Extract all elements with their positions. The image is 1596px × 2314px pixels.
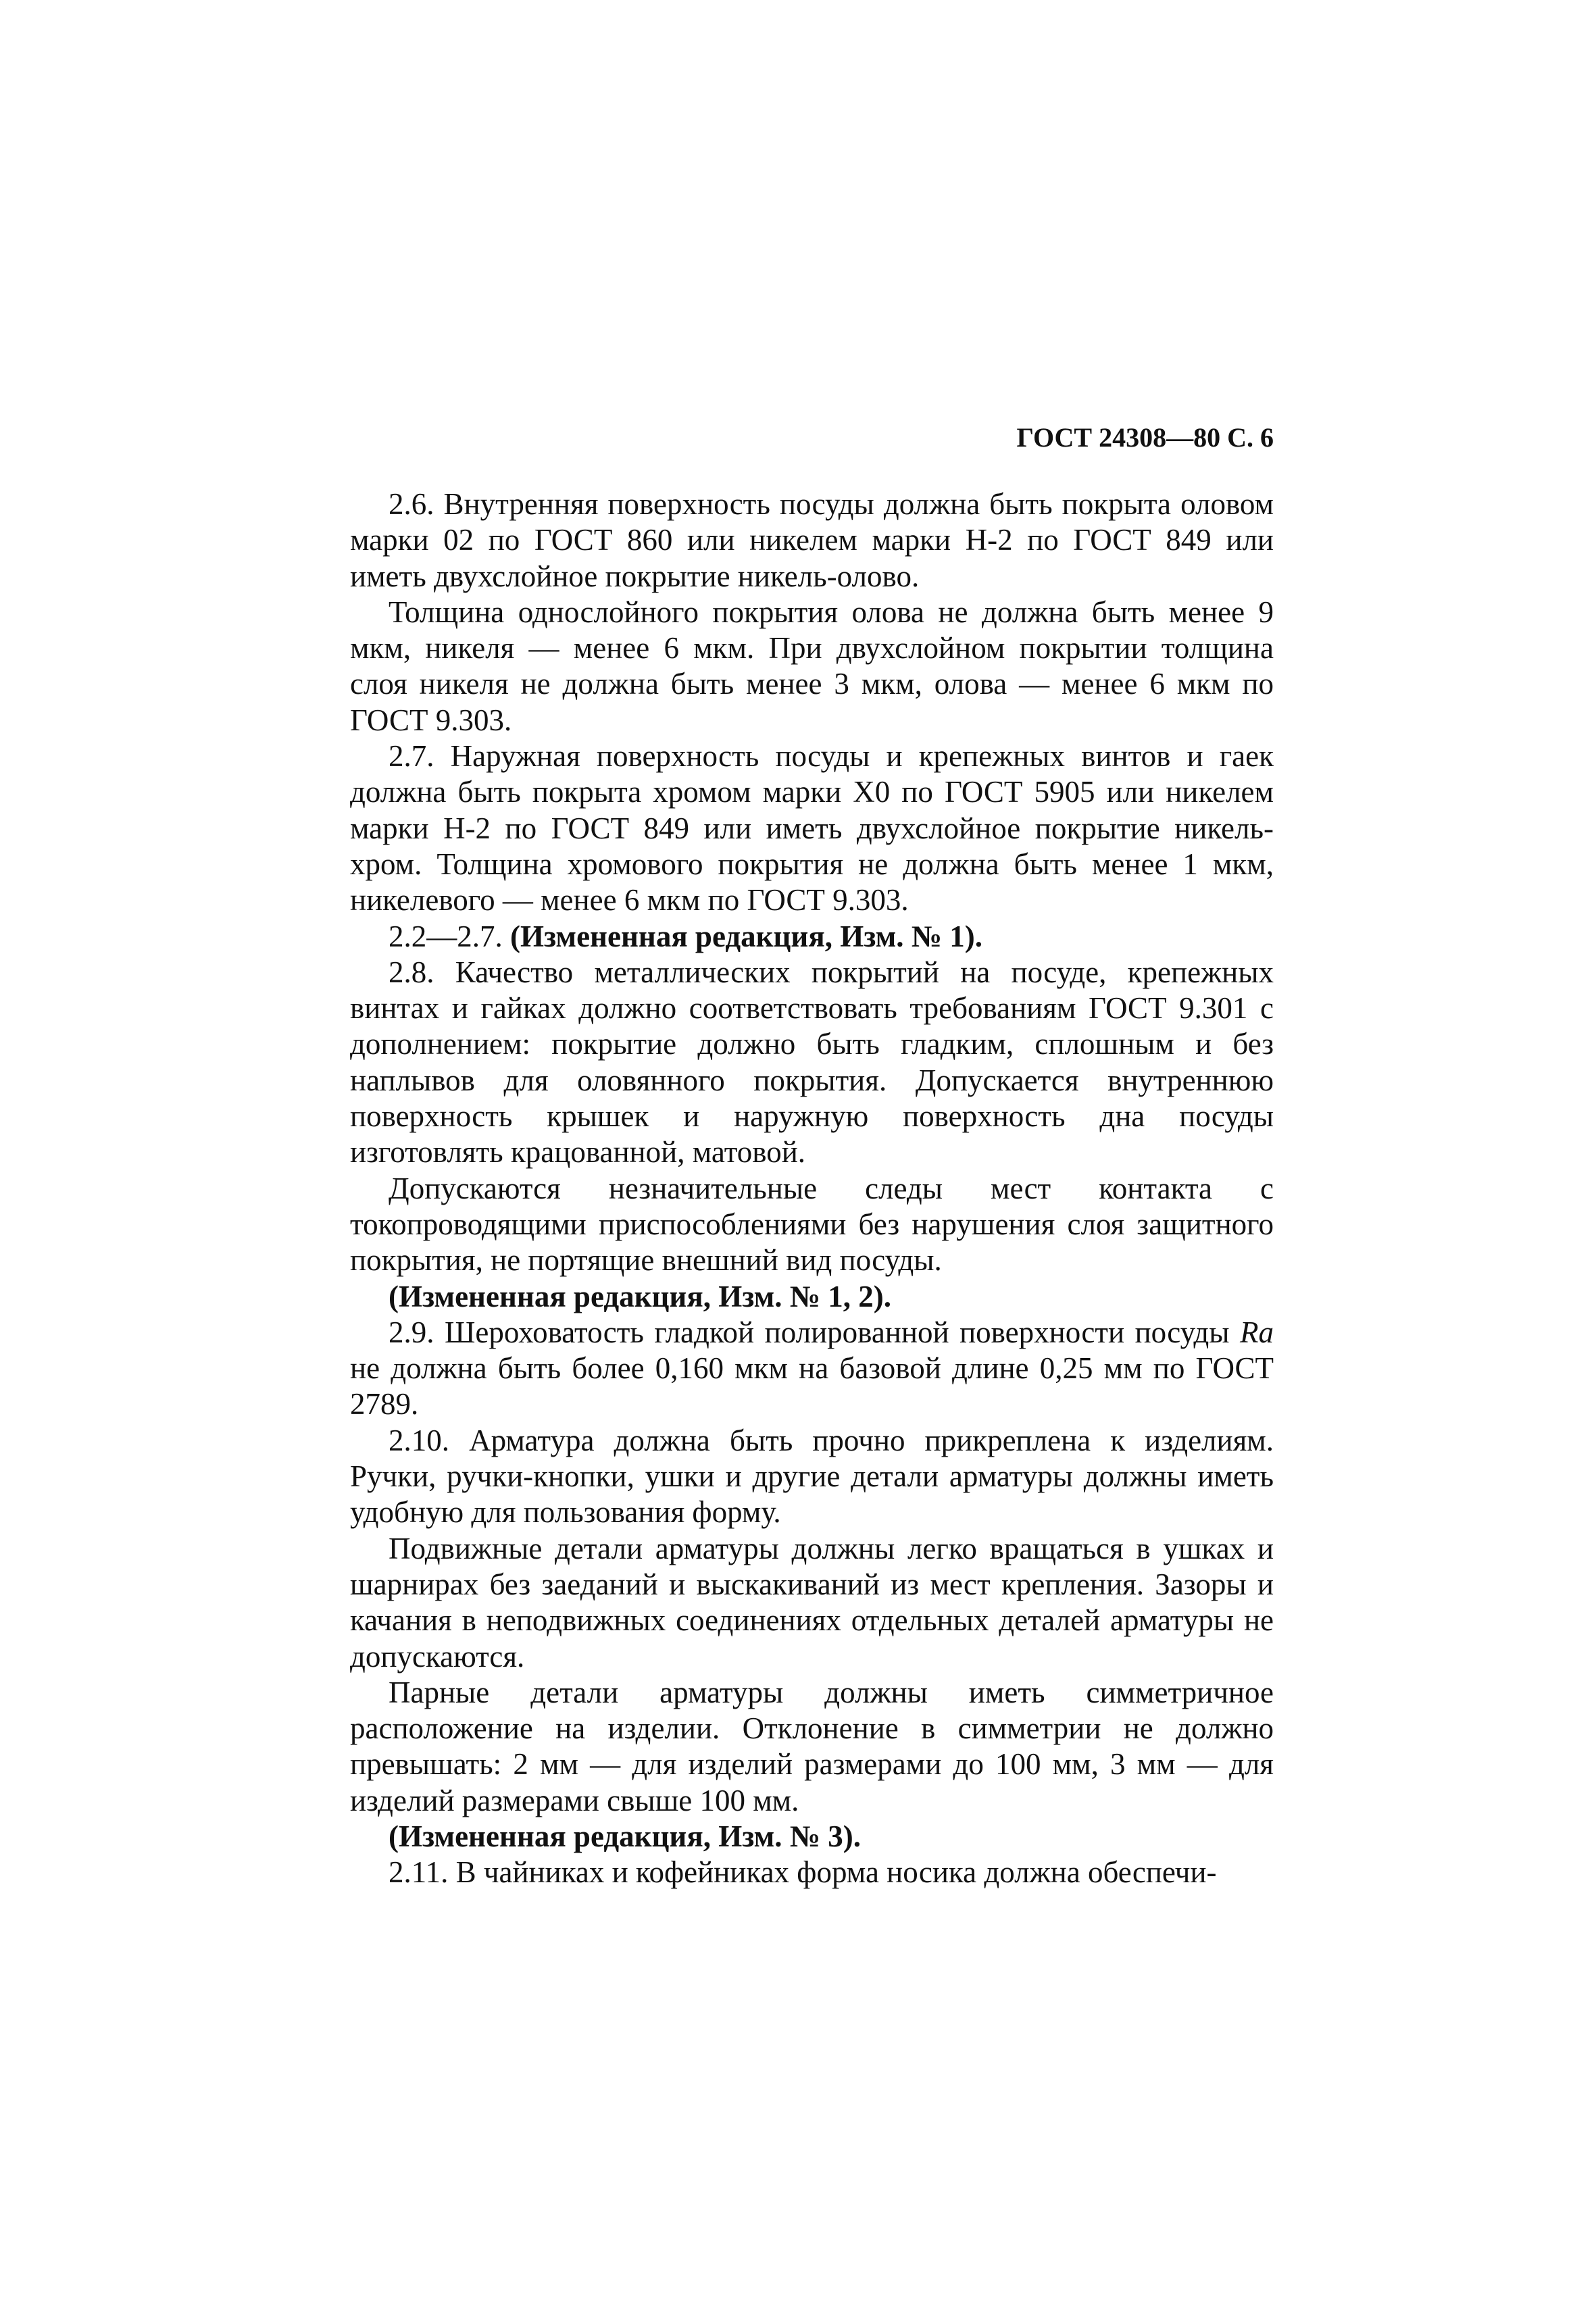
paragraph-2-8-traces: Допускаются незначительные следы мест контакта с токопроводящими приспособлениями без нарушения слоя защитного покрытия, не портящие внешний вид посуды. bbox=[350, 1171, 1274, 1278]
amendment-note-2: (Измененная редакция, Изм. № 1, 2). bbox=[389, 1279, 892, 1313]
paragraph-2-9-start: 2.9. Шероховатость гладкой полированной поверхности посуды bbox=[389, 1315, 1240, 1349]
paragraph-2-6-thickness: Толщина однослойного покрытия олова не должна быть менее 9 мкм, никеля — менее 6 мкм. При двухслойном покрытии толщина слоя никеля не должна быть менее 3 мкм, олова — менее 6 мкм по ГОСТ 9.303. bbox=[350, 595, 1274, 737]
amendment-label: (Измененная редакция, Изм. № 1). bbox=[510, 919, 983, 953]
paragraph-2-10-moving-parts: Подвижные детали арматуры должны легко вращаться в ушках и шарнирах без заеданий и выскакиваний из мест крепления. Зазоры и качания в неподвижных соединениях отдельных деталей арматуры не допускаются. bbox=[350, 1531, 1274, 1674]
paragraph-2-10: 2.10. Арматура должна быть прочно прикреплена к изделиям. Ручки, ручки-кнопки, ушки и другие детали арматуры должны иметь удобную для пользования форму. bbox=[350, 1423, 1274, 1530]
paragraph-2-8: 2.8. Качество металлических покрытий на посуде, крепежных винтах и гайках должно соответствовать требованиям ГОСТ 9.301 с дополнением: покрытие должно быть гладким, сплошным и без наплывов для оловянного покрытия. Допускается внутреннюю поверхность крышек и наружную поверхность дна посуды изготовлять крацованной, матовой. bbox=[350, 955, 1274, 1169]
paragraph-2-7: 2.7. Наружная поверхность посуды и крепежных винтов и гаек должна быть покрыта хромом марки Х0 по ГОСТ 5905 или никелем марки Н-2 по ГОСТ 849 или иметь двухслойное покрытие никель-хром. Толщина хромового покрытия не должна быть менее 1 мкм, никелевого — менее 6 мкм по ГОСТ 9.303. bbox=[350, 739, 1274, 917]
paragraph-2-10-paired-parts: Парные детали арматуры должны иметь симметричное расположение на изделии. Отклонение в симметрии не должно превышать: 2 мм — для изделий размерами до 100 мм, 3 мм — для изделий размерами свыше 100 мм. bbox=[350, 1675, 1274, 1817]
paragraph-2-9-end: не должна быть более 0,160 мкм на базовой длине 0,25 мм по ГОСТ 2789. bbox=[350, 1351, 1274, 1422]
page-header: ГОСТ 24308—80 С. 6 bbox=[1016, 422, 1274, 453]
paragraph-2-9 bbox=[350, 1315, 1274, 1423]
amendment-note-1 bbox=[350, 919, 1274, 955]
document-body bbox=[350, 486, 1274, 1891]
roughness-symbol: Ra bbox=[1240, 1315, 1274, 1349]
amendment-note-3: (Измененная редакция, Изм. № 3). bbox=[389, 1819, 862, 1853]
paragraph-2-6: 2.6. Внутренняя поверхность посуды должна быть покрыта оловом марки 02 по ГОСТ 860 или никелем марки Н-2 по ГОСТ 849 или иметь двухслойное покрытие никель-олово. bbox=[350, 487, 1274, 593]
paragraph-2-11: 2.11. В чайниках и кофейниках форма носика должна обеспечи- bbox=[389, 1855, 1217, 1890]
amendment-range: 2.2—2.7. bbox=[389, 919, 510, 953]
